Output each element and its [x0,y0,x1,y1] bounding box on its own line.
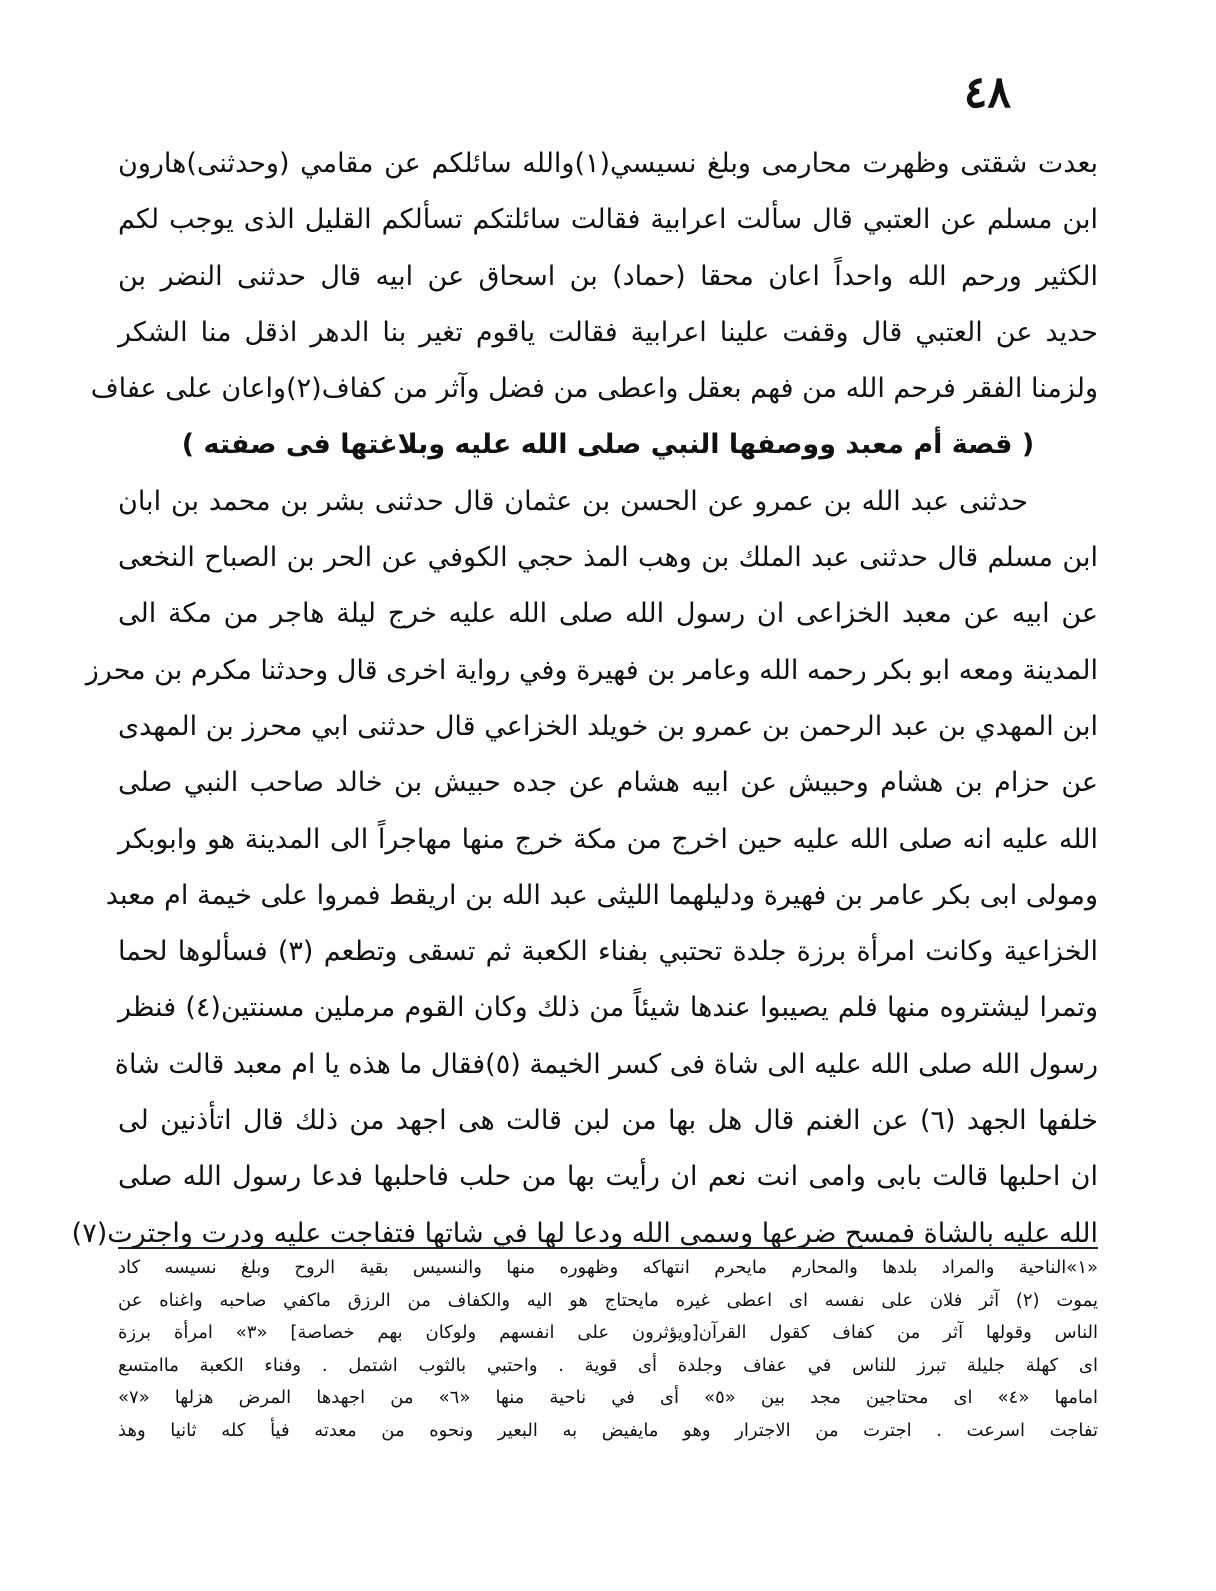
footnote-line: «١»الناحية والمراد بلدها والمحارم مايحرم انتهاكه وظهوره منها والنسيس بقية الروح وبلغ نسيسه كاد [118,1257,1098,1278]
footnote-line: يموت (٢) آثر فلان على نفسه اى اعطى غيره مايحتاج هو اليه والكفاف من الرزق ماكفي صاحبه واغناه عن [118,1289,1098,1311]
text-line: عن حزام بن هشام وحبيش عن ابيه هشام عن جده حبيش بن خالد صاحب النبي صلى [118,767,1098,799]
text-line: ولزمنا الفقر فرحم الله من فهم بعقل واعطى من فضل وآثر من كفاف(٢)واعان على عفاف [90,373,1098,405]
text-line: وتمرا ليشتروه منها فلم يصيبوا عندها شيئاً من ذلك وكان القوم مرملين مسنتين(٤) فنظر [118,992,1099,1024]
text-line: رسول الله صلى الله عليه الى شاة فى كسر الخيمة (٥)فقال ما هذه يا ام معبد قالت شاة [114,1048,1098,1080]
footnote-divider [118,1247,1098,1249]
text-line: الخزاعية وكانت امرأة برزة جلدة تحتبي بفناء الكعبة ثم تسقى وتطعم (٣) فسألوها لحما [118,936,1098,968]
text-line: الكثير ورحم الله واحداً اعان محقا (حماد) بن اسحاق عن ابيه قال حدثنى النضر بن [118,260,1098,292]
text-line: حديد عن العتبي قال وقفت علينا اعرابية فقالت ياقوم تغير بنا الدهر اذقل منا الشكر [118,316,1098,348]
footnote-line: الناس وقولها آثر من كفاف كقول القرآن[ويؤثرون على انفسهم ولوكان بهم خصاصة] «٣» امرأة برزة [118,1322,1098,1343]
text-line: ان احلبها قالت بابى وامى انت نعم ان رأيت بها من حلب فاحلبها فدعا رسول الله صلى [118,1161,1098,1193]
text-line: الله عليه بالشاة فمسح ضرعها وسمى الله ودعا لها في شاتها فتفاجت عليه ودرت واجترت(٧) [71,1217,1098,1249]
text-line: عن ابيه عن معبد الخزاعى ان رسول الله صلى الله عليه خرج ليلة هاجر من مكة الى [118,598,1098,630]
footnote-line: تفاجت اسرعت . اجترت من الاجترار وهو مايفيض به البعير ونحوه من معدته فيأ كله ثانيا وهذ [118,1419,1098,1441]
text-line: الله عليه انه صلى الله عليه حين اخرج من مكة خرج منها مهاجراً الى المدينة هو وابوبكر [118,823,1098,855]
text-line: ابن مسلم عن العتبي قال سألت اعرابية فقالت سائلتكم تسألكم القليل الذى يوجب لكم [118,204,1098,236]
text-line: المدينة ومعه ابو بكر رحمه الله وعامر بن فهيرة وفي رواية اخرى قال وحدثنا مكرم بن محرز [85,654,1098,686]
text-line: ابن المهدي بن عبد الرحمن بن عمرو بن خويلد الخزاعي قال حدثنى ابي محرز بن المهدى [118,710,1098,742]
text-line: ومولى ابى بكر عامر بن فهيرة ودليلهما الليثى عبد الله بن اريقط فمروا على خيمة ام معبد [105,879,1098,911]
section-heading: ( قصة أم معبد ووصفها النبي صلى الله عليه وبلاغتها فى صفته ) [181,429,1035,461]
text-line: ابن مسلم قال حدثنى عبد الملك بن وهب المذ حجي الكوفي عن الحر بن الصباح النخعى [118,542,1098,574]
text-line: حدثنى عبد الله بن عمرو عن الحسن بن عثمان قال حدثنى بشر بن محمد بن ابان [118,485,1028,517]
main-text-block [71,136,1099,1262]
footnote-line: اى كهلة جليلة تبرز للناس في عفاف وجلدة أى قوية . واحتبي بالثوب اشتمل . وفناء الكعبة ماامتسع [118,1354,1098,1376]
page-number: ٤٨ [963,67,1011,118]
footnotes-block [118,1252,1098,1447]
footnote-line: امامها «٤» اى محتاجين مجد بين «٥» أى في ناحية منها «٦» من اجهدها المرض هزلها «٧» [118,1387,1099,1408]
text-line: بعدت شقتى وظهرت محارمى وبلغ نسيسي(١)والله سائلكم عن مقامي (وحدثنى)هارون [118,148,1098,179]
text-line: خلفها الجهد (٦) عن الغنم قال هل بها من لبن قالت هى اجهد من ذلك قال اتأذنين لى [118,1105,1098,1137]
